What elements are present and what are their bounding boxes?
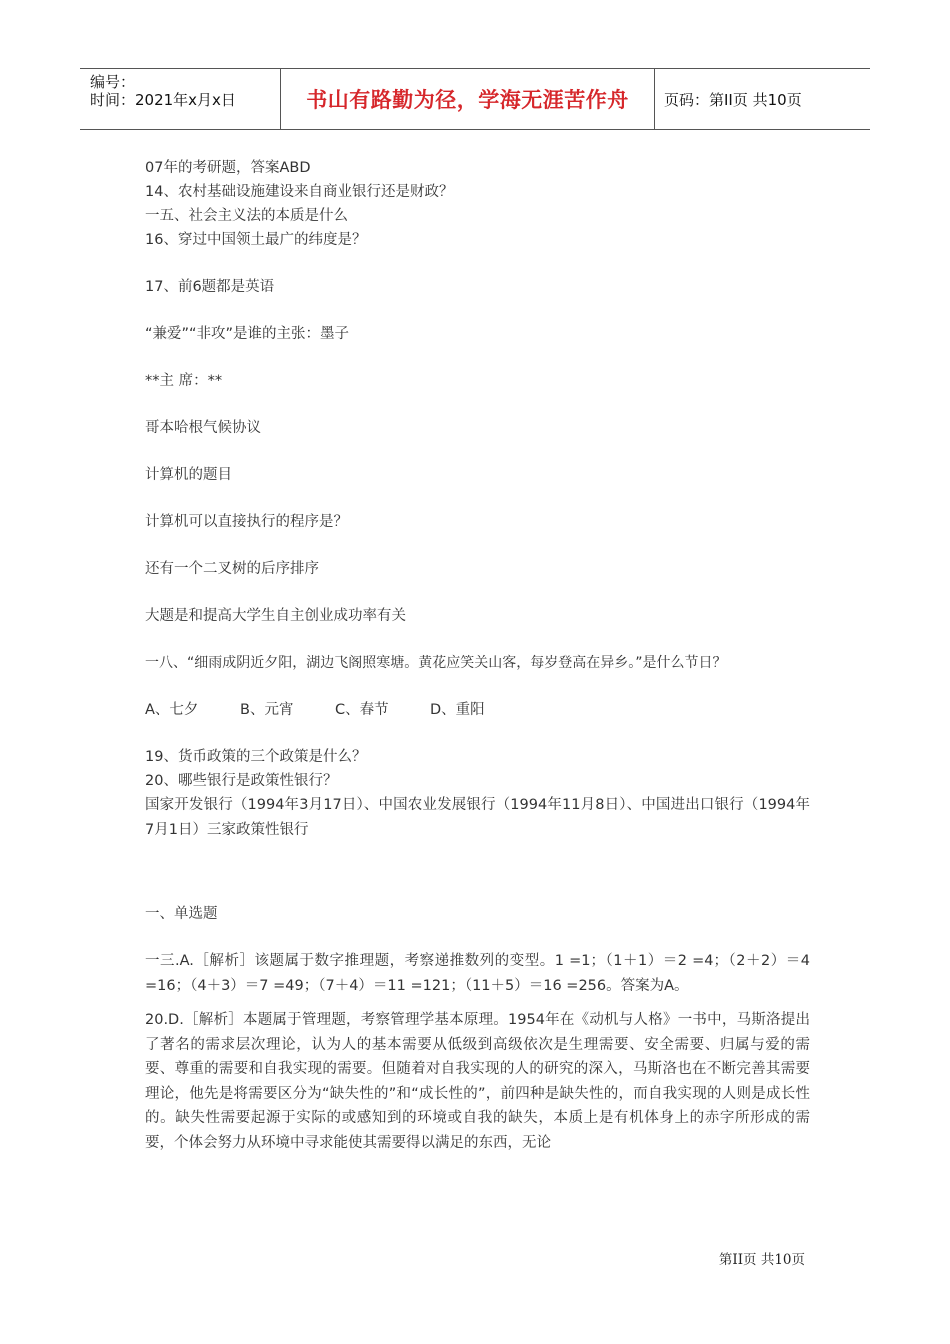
document-body [145,156,810,1155]
text-line: 还有一个二叉树的后序排序 [145,561,319,577]
page-header [80,68,870,130]
text-line: 20、哪些银行是政策性银行？ [145,773,338,789]
answer-paragraph: 国家开发银行（1994年3月17日）、中国农业发展银行（1994年11月8日）、中国进出口银行（1994年7月1日）三家政策性银行 [145,797,810,838]
option-b: B、元宵 [240,702,294,718]
text-line: “兼爱”“非攻”是谁的主张：墨子 [145,326,350,342]
analysis-paragraph: 20.D.［解析］本题属于管理题，考察管理学基本原理。1954年在《动机与人格》一书中，马斯洛提出了著名的需求层次理论，认为人的基本需要从低级到高级依次是生理需要、安全需要、归属与爱的需要、尊重的需要和自我实现的需要。但随着对自我实现的人的研究的深入，马斯洛也在不断完善其需要理论，他先是将需要区分为“缺失性的”和“成长性的”，前四种是缺失性的，而自我实现的人则是成长性的。缺失性需要起源于实际的或感知到的环境或自我的缺失，本质上是有机体身上的赤字所形成的需要，个体会努力从环境中寻求能使其需要得以满足的东西，无论 [145,1012,810,1151]
text-line: 17、前6题都是英语 [145,279,275,295]
text-line: 大题是和提高大学生自主创业成功率有关 [145,608,406,624]
header-motto-cell [281,69,655,129]
question-line: 一八、“细雨成阴近夕阳，湖边飞阁照寒塘。黄花应笑关山客，每岁登高在异乡。”是什么节日？ [145,655,727,671]
text-line: 07年的考研题，答案ABD [145,160,311,176]
header-meta-cell [80,69,281,129]
page-footer: 第II页 共10页 [718,1252,805,1268]
motto-text: 书山有路勤为径，学海无涯苦作舟 [306,88,629,112]
option-d: D、重阳 [430,702,485,718]
document-number-label: 编号： [90,73,136,91]
document-date-label: 时间：2021年x月x日 [90,91,236,109]
option-a: A、七夕 [145,702,199,718]
analysis-paragraph: 一三.A.［解析］该题属于数字推理题，考察递推数列的变型。1 =1；（1＋1）＝2 =4；（2＋2）＝4 =16；（4＋3）＝7 =49；（7＋4）＝11 =121；（11＋5）＝16 =256。答案为A。 [145,953,810,994]
option-c: C、春节 [335,702,389,718]
text-line: 16、穿过中国领土最广的纬度是？ [145,232,367,248]
text-line: 14、农村基础设施建设来自商业银行还是财政？ [145,184,454,200]
text-line: 计算机可以直接执行的程序是？ [145,514,348,530]
text-line: 一五、社会主义法的本质是什么 [145,208,348,224]
text-line: **主 席：** [145,373,223,389]
text-line: 哥本哈根气候协议 [145,420,261,436]
section-heading: 一、单选题 [145,906,218,922]
text-line: 19、货币政策的三个政策是什么？ [145,749,367,765]
header-page-info: 页码：第II页 共10页 [664,90,802,109]
answer-options [145,698,810,722]
text-line: 计算机的题目 [145,467,232,483]
